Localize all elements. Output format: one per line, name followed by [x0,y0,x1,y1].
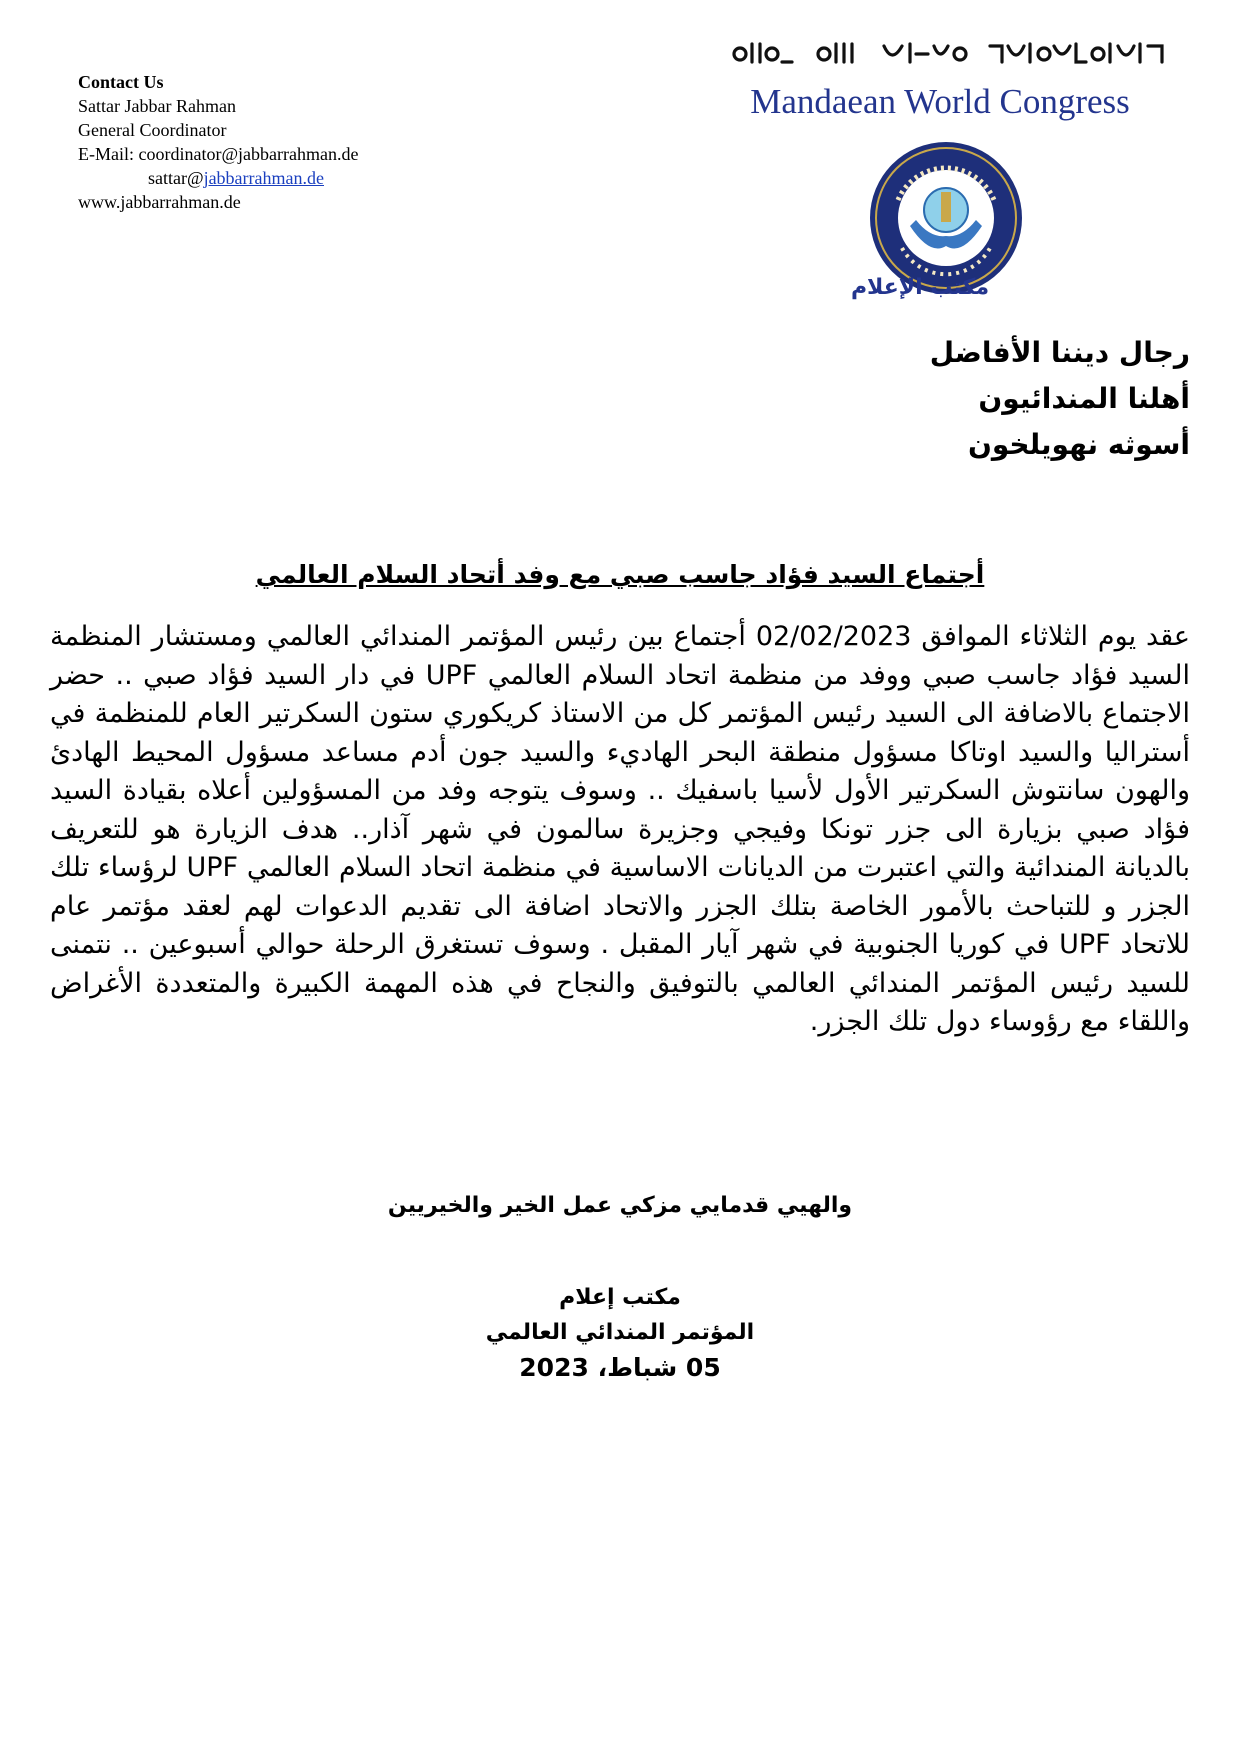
contact-email-secondary [78,166,358,190]
greeting-line: رجال ديننا الأفاضل [929,336,1190,369]
contact-heading: Contact Us [78,72,164,92]
contact-website: www.jabbarrahman.de [78,192,241,212]
greeting-line: أسوثه نهويلخون [967,428,1190,461]
greetings-block [930,330,1190,468]
contact-email-secondary-user: sattar@ [148,168,204,188]
closing-line: والهيي قدمايي مزكي عمل الخير والخيريين [387,1193,853,1218]
mandaic-script-heading [728,36,1174,68]
signature-org: المؤتمر المندائي العالمي [485,1320,755,1345]
contact-role: General Coordinator [78,120,227,140]
mandaean-world-congress-seal-icon [868,140,1024,296]
contact-name: Sattar Jabbar Rahman [78,96,236,116]
contact-email-secondary-link[interactable]: jabbarrahman.de [203,168,324,188]
signature-block [420,1280,820,1385]
contact-email: E-Mail: coordinator@jabbarrahman.de [78,144,359,164]
signature-date: 05 شباط، 2023 [519,1353,721,1382]
contact-block [78,70,358,214]
document-title: أجتماع السيد فؤاد جاسب صبي مع وفد أتحاد السلام العالمي [255,560,985,589]
body-paragraph: عقد يوم الثلاثاء الموافق 02/02/2023 أجتماع بين رئيس المؤتمر المندائي العالمي ومستشار المنظمة السيد فؤاد جاسب صبي ووفد من منظمة اتحاد السلام العالمي UPF في دار السيد فؤاد صبي .. حضر الاجتماع بالاضافة الى السيد رئيس المؤتمر كل من الاستاذ كريكوري ستون السكرتير العام للمنظمة في أستراليا والسيد اوتاكا مسؤول منطقة البحر الهاديء والسيد جون أدم مساعد مسؤول المحيط الهادئ والهون سانتوش السكرتير الأول لأسيا باسفيك .. وسوف يتوجه وفد من المسؤولين أعلاه بقيادة السيد فؤاد صبي بزيارة الى جزر تونكا وفيجي وجزيرة سالمون في شهر آذار.. هدف الزيارة هو للتعريف بالديانة المندائية والتي اعتبرت من الديانات الاساسية في منظمة اتحاد السلام العالمي UPF لرؤساء تلك الجزر و للتباحث بالأمور الخاصة بتلك الجزر والاتحاد اضافة الى تقديم الدعوات لهم لعقد مؤتمر عام للاتحاد UPF في كوريا الجنوبية في شهر آيار المقبل . وسوف تستغرق الرحلة حوالي أسبوعين .. نتمنى للسيد رئيس المؤتمر المندائي العالمي بالتوفيق والنجاح في هذه المهمة الكبيرة والمتعددة الأغراض واللقاء مع رؤوساء دول تلك الجزر. [50,621,1190,1037]
org-name: Mandaean World Congress [750,82,1130,121]
greeting-line: أهلنا المندائيون [978,382,1190,415]
media-office-label: مكتب الإعلام [850,275,990,300]
signature-office: مكتب إعلام [559,1285,681,1310]
